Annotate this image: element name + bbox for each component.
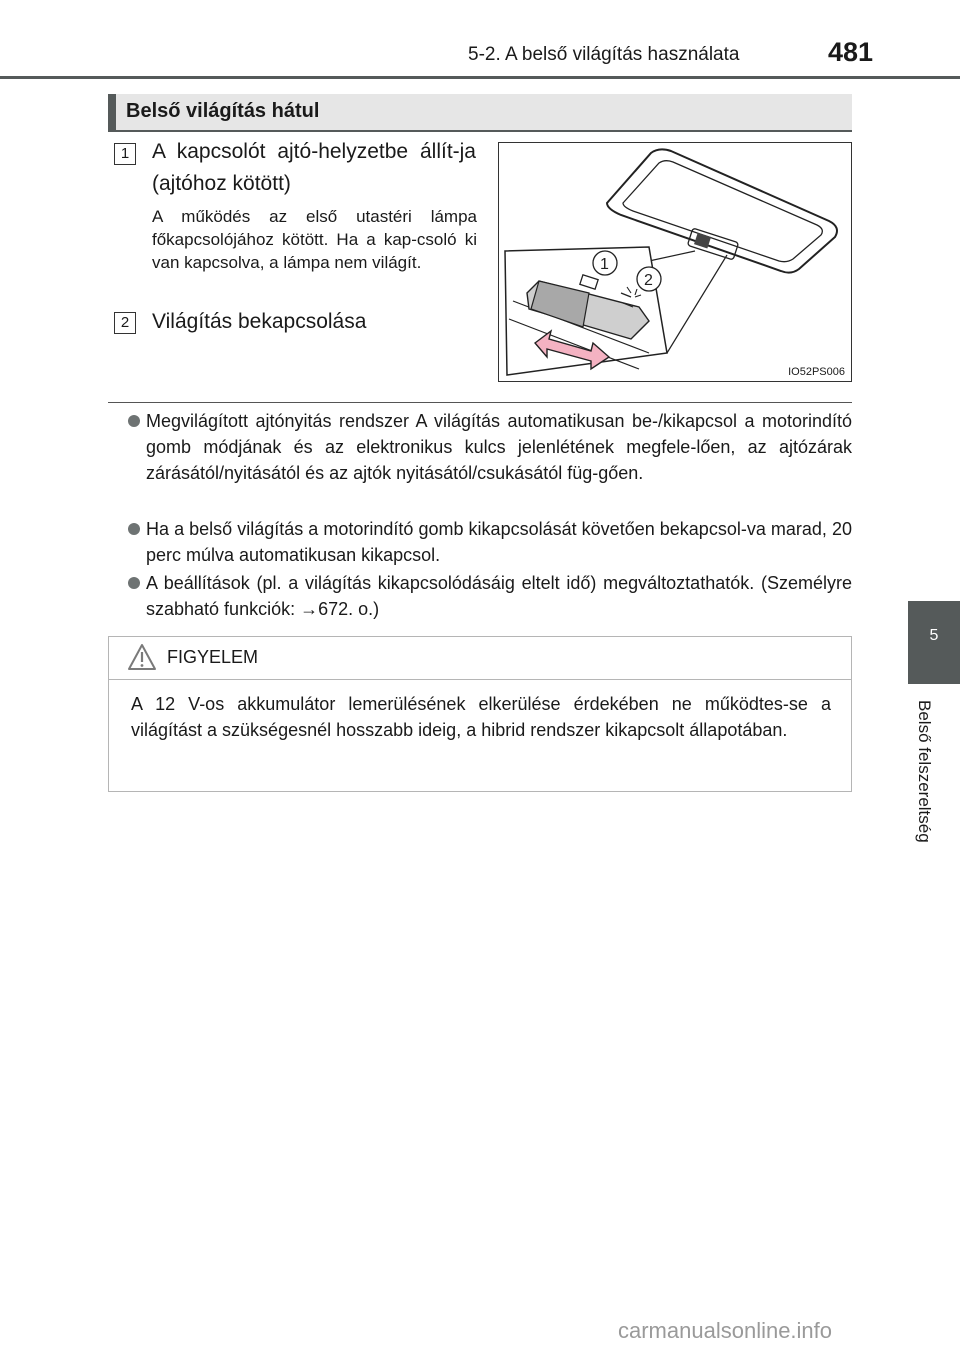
step-description-1: A működés az első utastéri lámpa főkapcsolójához kötött. Ha a kap-csoló ki van kapcsolva, a lámpa nem világít. (152, 207, 477, 272)
warning-text: A 12 V-os akkumulátor lemerülésének elkerülése érdekében ne működtes-se a világítást a szükségesnél hosszabb ideig, a hibrid rendszer kikapcsolt állapotában. (131, 694, 831, 740)
section-heading-bar (108, 94, 852, 130)
warning-header-rule (109, 679, 851, 680)
chapter-number: 5 (929, 627, 939, 644)
section-separator (108, 402, 852, 403)
section-heading: Belső világítás hátul (126, 100, 320, 122)
chapter-label: Belső felszereltség (915, 700, 934, 843)
warning-box (108, 636, 852, 792)
bullet-text: Megvilágított ajtónyitás rendszer A világítás automatikusan be-/kikapcsol a motorindító gomb módjának és az elektronikus kulcs jelenlétének megfele-lően, az ajtózárak zárásától/nyitásától és az ajtók nyitásától/csukásától füg-gően. (146, 411, 852, 483)
callout-1: 1 (600, 256, 609, 273)
lamp-switch-drawing (499, 143, 851, 381)
callout-2: 2 (644, 272, 653, 289)
step-title-1: A kapcsolót ajtó-helyzetbe állít-ja (ajtóhoz kötött) (152, 140, 476, 195)
warning-triangle-icon (127, 643, 157, 671)
chapter-tab (908, 601, 960, 684)
bullet-text: A beállítások (pl. a világítás kikapcsolódásáig eltelt idő) megváltoztathatók. (Személyre szabható funkciók: →672. o.) (146, 573, 852, 619)
bullet-dot-icon (128, 577, 140, 589)
figure-code: IO52PS006 (788, 366, 845, 378)
bullet-item (128, 570, 852, 622)
page-number: 481 (828, 37, 874, 67)
section-heading-accent (108, 94, 116, 130)
step-number-2: 2 (114, 312, 136, 334)
bullet-dot-icon (128, 415, 140, 427)
bullet-item (128, 408, 852, 486)
bullet-dot-icon (128, 523, 140, 535)
step-number-1: 1 (114, 143, 136, 165)
lamp-switch-illustration (498, 142, 852, 382)
bullet-text: Ha a belső világítás a motorindító gomb kikapcsolását követően bekapcsol-va marad, 20 perc múlva automatikusan kikapcsol. (146, 519, 852, 565)
section-heading-underline (108, 130, 852, 132)
header-section-title: 5-2. A belső világítás használata (468, 44, 740, 65)
header-rule (0, 76, 960, 79)
footer-watermark: carmanualsonline.info (618, 1318, 833, 1343)
warning-title: FIGYELEM (167, 647, 259, 667)
step-title-2: Világítás bekapcsolása (152, 310, 367, 333)
bullet-item (128, 516, 852, 568)
